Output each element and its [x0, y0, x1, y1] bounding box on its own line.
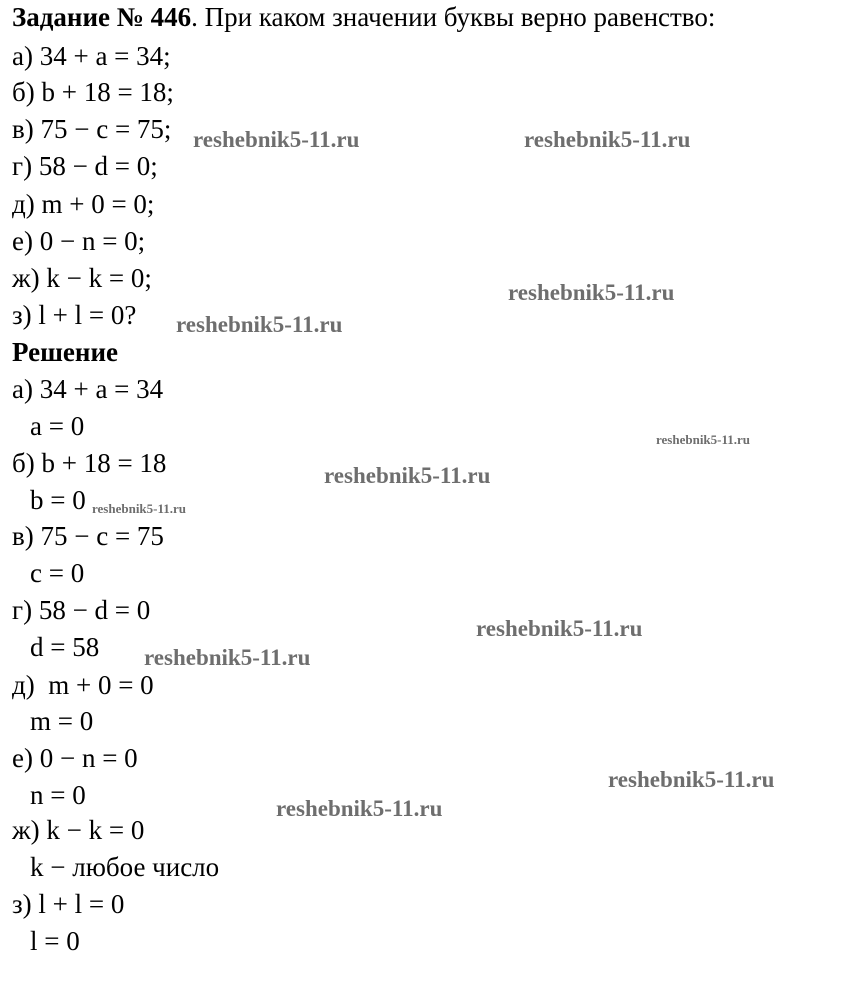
- solution-answer-b: b = 0: [30, 485, 86, 515]
- task-header: [12, 0, 715, 34]
- solution-answer-zh: k − любое число: [30, 852, 220, 882]
- solution-equation-z: з) l + l = 0: [12, 889, 125, 919]
- task-item-a: а) 34 + a = 34;: [12, 41, 171, 71]
- watermark: reshebnik5-11.ru: [176, 312, 343, 337]
- watermark: reshebnik5-11.ru: [656, 432, 751, 447]
- task-title: Задание № 446: [12, 2, 192, 32]
- watermark: reshebnik5-11.ru: [276, 796, 443, 821]
- task-question: . При каком значении буквы верно равенство:: [191, 2, 716, 32]
- task-item-e: е) 0 − n = 0;: [12, 226, 146, 256]
- watermark: reshebnik5-11.ru: [144, 645, 311, 670]
- watermark: reshebnik5-11.ru: [193, 127, 360, 152]
- solution-heading: Решение: [12, 337, 118, 367]
- task-item-v: в) 75 − c = 75;: [12, 114, 172, 144]
- solution-answer-v: c = 0: [30, 558, 85, 588]
- task-item-zh: ж) k − k = 0;: [12, 263, 152, 293]
- solution-equation-d: д) m + 0 = 0: [12, 670, 154, 700]
- solution-answer-a: a = 0: [30, 411, 85, 441]
- watermark: reshebnik5-11.ru: [324, 463, 491, 488]
- solution-answer-z: l = 0: [30, 926, 80, 956]
- solution-equation-b: б) b + 18 = 18: [12, 448, 167, 478]
- solution-equation-g: г) 58 − d = 0: [12, 595, 151, 625]
- watermark: reshebnik5-11.ru: [508, 280, 675, 305]
- watermark: reshebnik5-11.ru: [608, 767, 775, 792]
- solution-equation-zh: ж) k − k = 0: [12, 815, 145, 845]
- solution-equation-v: в) 75 − c = 75: [12, 521, 164, 551]
- watermark: reshebnik5-11.ru: [476, 616, 643, 641]
- watermark: reshebnik5-11.ru: [524, 127, 691, 152]
- solution-answer-g: d = 58: [30, 632, 100, 662]
- task-item-z: з) l + l = 0?: [12, 300, 137, 330]
- task-item-g: г) 58 − d = 0;: [12, 151, 158, 181]
- solution-equation-e: е) 0 − n = 0: [12, 743, 138, 773]
- solution-equation-a: а) 34 + a = 34: [12, 374, 164, 404]
- solution-answer-e: n = 0: [30, 780, 86, 810]
- watermark: reshebnik5-11.ru: [92, 501, 187, 516]
- task-item-d: д) m + 0 = 0;: [12, 189, 155, 219]
- task-item-b: б) b + 18 = 18;: [12, 77, 174, 107]
- solution-answer-d: m = 0: [30, 706, 94, 736]
